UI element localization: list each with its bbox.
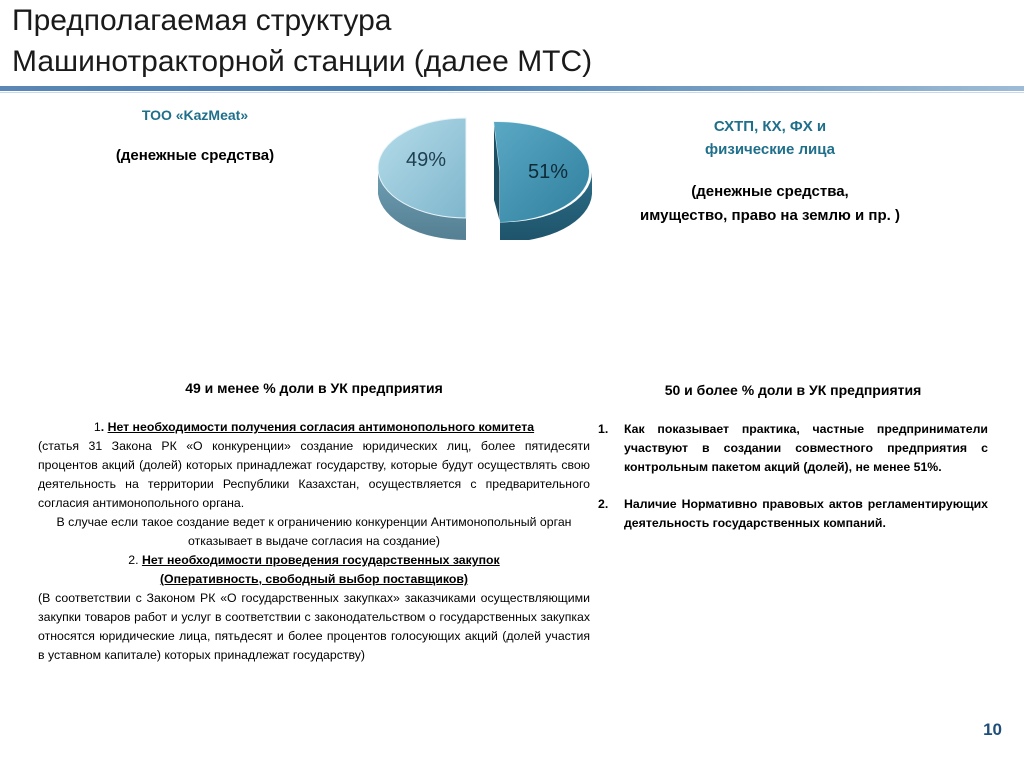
right-item-1-number: 1.: [598, 422, 609, 436]
left-column-title: 49 и менее % доли в УК предприятия: [185, 380, 443, 396]
left-item-1-note: В случае если такое создание ведет к ограничению конкуренции Антимонопольный орган отказывает в выдаче согласия на создание): [56, 515, 572, 548]
left-item-2-title: Нет необходимости проведения государственных закупок: [141, 553, 500, 567]
right-item-2-text: Наличие Нормативно правовых актов регламентирующих деятельность государственных компаний.: [624, 497, 988, 530]
title-line-2: Машинотракторной станции (далее МТС): [12, 45, 593, 78]
pie-label-51: 51%: [527, 161, 569, 183]
right-list-item: [598, 495, 988, 533]
left-item-1-dot: .: [100, 420, 108, 434]
left-item-1-number: 1: [93, 420, 101, 434]
left-party-contribution: (денежные средства): [115, 147, 275, 164]
left-item-2-heading: [38, 551, 590, 570]
right-contribution-line-1: (денежные средства,: [691, 183, 849, 200]
ownership-pie-chart: [370, 110, 600, 240]
page-number: 10: [983, 720, 1002, 739]
title-divider-shadow: [0, 92, 1024, 93]
left-item-1-heading: [38, 418, 590, 437]
left-item-2-text: (В соответствии с Законом РК «О государственных закупках» заказчиками осуществляющими закупки товаров работ и услуг в соответствии с законодательством о государственных закупках относятся юридические лица, пятьдесят и более процентов голосующих акций (долей участия в уставном капитале) которых принадлежат государству): [38, 591, 590, 662]
slide-title: [12, 0, 1012, 82]
right-column-body: [598, 420, 988, 551]
right-party-contribution: [600, 180, 940, 228]
right-item-1-text: Как показывает практика, частные предприниматели участвуют в создании совместного предприятия с контрольным пакетом акций (долей), не менее 51%.: [624, 422, 988, 474]
title-divider: [0, 86, 1024, 91]
title-line-1: Предполагаемая структура: [12, 4, 392, 37]
left-column-body: [38, 418, 590, 665]
right-column-title: 50 и более % доли в УК предприятия: [664, 382, 922, 398]
left-party-name: ТОО «KazMeat»: [141, 107, 249, 123]
left-item-1-text: (статья 31 Закона РК «О конкуренции» создание юридических лиц, более пятидесяти процентов акций (долей) которых принадлежат государству, которые будут осуществлять свою деятельность на территории Республики Казахстан, осуществляется с предварительного согласия антимонопольного органа.: [38, 439, 590, 510]
right-contribution-line-2: имущество, право на землю и пр. ): [640, 207, 900, 224]
left-item-2-subtitle: (Оперативность, свободный выбор поставщиков): [159, 572, 469, 586]
right-party-name: [660, 115, 880, 161]
right-item-2-number: 2.: [598, 497, 609, 511]
pie-label-49: 49%: [405, 149, 447, 171]
right-party-name-line-2: физические лица: [705, 141, 835, 158]
right-party-name-line-1: СХТП, КХ, ФХ и: [713, 118, 827, 135]
left-item-1-title: Нет необходимости получения согласия антимонопольного комитета: [107, 420, 535, 434]
left-item-2-number: 2.: [128, 553, 142, 567]
right-list-item: [598, 420, 988, 477]
